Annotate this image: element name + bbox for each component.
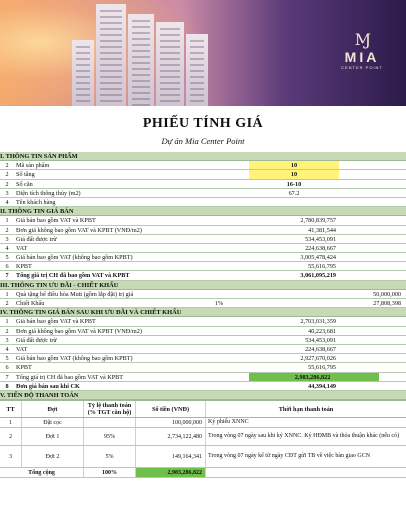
row-label: Số tầng <box>16 171 35 179</box>
row-value: 55,616,795 <box>308 263 336 271</box>
payment-tt: 3 <box>0 446 22 467</box>
row-number: 2 <box>5 171 9 179</box>
row-value: 534,453,091 <box>305 235 336 243</box>
row-label: Chiết Khấu <box>16 300 45 307</box>
logo-sub: CENTER POINT <box>341 65 383 70</box>
row-number: 7 <box>5 272 9 280</box>
row-value: 40,223,681 <box>308 327 336 335</box>
sheet-row <box>0 327 406 336</box>
sheet-row <box>0 336 406 345</box>
row-value: 27,808,398 <box>373 300 401 307</box>
row-label: Quà tặng bể điều hòa Mutt (gồm lắp đặt) trị giá <box>16 290 134 298</box>
row-label: VAT <box>16 244 28 252</box>
section-title: IV. THÔNG TIN GIÁ BÁN SAU KHI ƯU ĐÃI VÀ CHIẾT KHẤU <box>0 309 182 317</box>
row-number: 6 <box>5 364 9 372</box>
row-label: KPBT <box>16 263 32 271</box>
row-label: Giá đất được trừ <box>16 235 57 243</box>
row-filler <box>339 244 406 252</box>
row-value: 2,780,839,757 <box>300 217 336 225</box>
sheet-row <box>0 170 406 179</box>
row-filler <box>339 161 406 169</box>
building-tower <box>156 22 184 106</box>
sheet-row <box>0 244 406 253</box>
row-filler <box>339 180 406 188</box>
row-value: 3,061,095,219 <box>300 272 336 280</box>
payment-term: Ký phiếu XNNC <box>208 418 249 425</box>
row-number: 2 <box>5 327 9 335</box>
row-value: 16-10 <box>286 180 302 188</box>
total-filler <box>206 468 406 477</box>
payment-term: Trong vòng 07 ngày kể từ ngày CĐT gửi TB về việc bàn giao GCN <box>208 452 371 459</box>
row-label: Tổng giá trị CH đã bao gồm VAT và KPBT <box>16 272 130 280</box>
row-value: 534,453,091 <box>305 336 336 344</box>
payment-row <box>0 428 406 446</box>
row-filler <box>339 262 406 270</box>
total-pct: 100% <box>84 468 136 477</box>
row-value: 224,638,667 <box>305 244 336 252</box>
row-label: Diện tích thông thủy (m2) <box>16 189 81 197</box>
total-amount: 2,983,286,822 <box>136 468 206 477</box>
sheet-row <box>0 299 406 308</box>
logo-name: MIA <box>344 49 380 65</box>
row-percent <box>189 290 249 298</box>
row-value: 55,616,795 <box>308 364 336 372</box>
row-label: Đơn giá bán sau khi CK <box>16 382 80 390</box>
row-number: 2 <box>5 180 9 188</box>
row-filler <box>339 226 406 234</box>
row-number: 8 <box>5 382 9 390</box>
payment-pct: 5% <box>84 446 136 467</box>
payment-dot: Đợt 1 <box>22 428 84 445</box>
sheet-row <box>0 271 406 280</box>
row-value: 10 <box>249 170 339 178</box>
price-sheet <box>0 152 406 391</box>
section-title: II. THÔNG TIN GIÁ BÁN <box>0 208 74 216</box>
section-heading <box>0 391 406 400</box>
row-number: 6 <box>5 263 9 271</box>
row-label: Tên khách hàng <box>16 198 56 206</box>
building-tower <box>96 4 126 106</box>
building-tower <box>72 40 94 106</box>
page-subtitle: Dự án Mia Center Point <box>161 136 245 146</box>
payment-schedule <box>0 391 406 478</box>
row-value: 2,983,286,822 <box>249 373 379 381</box>
payment-row <box>0 446 406 468</box>
row-number: 2 <box>5 226 9 234</box>
sheet-row <box>0 189 406 198</box>
payment-tt: 2 <box>0 428 22 445</box>
sheet-row <box>0 290 406 299</box>
row-number: 3 <box>5 235 9 243</box>
row-filler <box>339 235 406 243</box>
payment-col-header: Số tiền (VNĐ) <box>136 401 206 417</box>
payment-amount: 149,164,341 <box>136 446 206 467</box>
payment-amount: 100,000,000 <box>136 418 206 427</box>
row-label: KPBT <box>16 364 32 372</box>
sheet-row <box>0 198 406 207</box>
row-filler <box>339 216 406 224</box>
row-number: 5 <box>5 254 9 262</box>
payment-col-header: Đợt <box>22 401 84 417</box>
row-label: Đơn giá không bao gồm VAT và KPBT (VNĐ/m2) <box>16 327 142 335</box>
row-value: 3,005,478,424 <box>300 254 336 262</box>
row-label: Tổng giá trị CH đã bao gồm VAT và KPBT <box>16 373 124 381</box>
sheet-row <box>0 345 406 354</box>
row-label: Giá bán bao gồm VAT (không bao gồm KPBT) <box>16 254 133 262</box>
section-heading <box>0 308 406 317</box>
building-tower <box>128 14 154 106</box>
row-number: 3 <box>5 189 9 197</box>
row-label: Số căn <box>16 180 33 188</box>
payment-dot: Đặt cọc <box>22 418 84 427</box>
row-filler <box>339 170 406 178</box>
payment-total-row <box>0 468 406 478</box>
building-tower <box>186 34 208 106</box>
sheet-row <box>0 354 406 363</box>
sheet-row <box>0 262 406 271</box>
payment-row <box>0 418 406 428</box>
row-value: 44,394,149 <box>308 382 336 390</box>
row-number: 4 <box>5 244 9 252</box>
sheet-row <box>0 180 406 189</box>
row-value: 2,703,031,359 <box>300 318 336 326</box>
row-label: Mã sản phẩm <box>16 162 50 170</box>
payment-term: Trong vòng 07 ngày sau khi ký XNNC. Ký HĐMB và thỏa thuận khác (nếu có) <box>208 432 400 439</box>
row-filler <box>339 382 406 390</box>
section-heading <box>0 207 406 216</box>
logo-mark: Ɱ <box>354 30 370 49</box>
row-value: 2,927,670,026 <box>300 355 336 363</box>
row-value: 10 <box>249 161 339 169</box>
row-value: 41,381,544 <box>308 226 336 234</box>
row-number: 4 <box>5 345 9 353</box>
row-label: Giá bán bao gồm VAT (không bao gồm KPBT) <box>16 355 133 363</box>
hero-banner <box>0 0 406 106</box>
row-filler <box>339 317 406 325</box>
row-value: 67.2 <box>288 189 300 197</box>
mia-logo <box>332 30 392 90</box>
row-number: 1 <box>5 290 9 298</box>
page-title: PHIẾU TÍNH GIÁ <box>142 116 264 131</box>
row-label: Đơn giá không bao gồm VAT và KPBT (VNĐ/m2) <box>16 226 142 234</box>
row-filler <box>339 363 406 371</box>
row-filler <box>339 271 406 279</box>
row-label: Giá bán bao gồm VAT và KPBT <box>16 318 96 326</box>
row-filler <box>339 336 406 344</box>
sheet-row <box>0 226 406 235</box>
payment-col-header: Tỷ lệ thanh toán (% TGT căn hộ) <box>84 401 136 417</box>
payment-pct <box>84 418 136 427</box>
row-value <box>249 198 339 206</box>
payment-col-header: Thời hạn thanh toán <box>278 405 334 413</box>
sheet-row <box>0 373 406 382</box>
section-title: V. TIẾN ĐỘ THANH TOÁN <box>0 392 79 399</box>
row-label: Giá bán bao gồm VAT và KPBT <box>16 217 96 225</box>
row-filler <box>339 354 406 362</box>
total-label: Tổng cộng <box>0 468 84 477</box>
row-filler <box>339 189 406 197</box>
sheet-row <box>0 235 406 244</box>
row-value: 50,000,000 <box>373 290 401 298</box>
row-number: 2 <box>5 162 9 170</box>
sheet-row <box>0 161 406 170</box>
payment-amount: 2,734,122,480 <box>136 428 206 445</box>
row-number: 5 <box>5 355 9 363</box>
section-title: III. THÔNG TIN ƯU ĐÃI - CHIẾT KHẤU <box>0 281 119 289</box>
row-value: 224,638,667 <box>305 345 336 353</box>
payment-dot: Đợt 2 <box>22 446 84 467</box>
sheet-row <box>0 317 406 326</box>
section-heading <box>0 281 406 290</box>
row-number: 1 <box>5 217 9 225</box>
sheet-row <box>0 216 406 225</box>
sheet-row <box>0 382 406 391</box>
row-number: 1 <box>5 318 9 326</box>
payment-header <box>0 400 406 418</box>
sheet-row <box>0 363 406 372</box>
row-filler <box>339 327 406 335</box>
payment-col-header: TT <box>0 401 22 417</box>
section-heading <box>0 152 406 161</box>
row-number: 4 <box>5 198 9 206</box>
payment-pct: 95% <box>84 428 136 445</box>
row-label: Giá đất được trừ <box>16 336 57 344</box>
row-number: 2 <box>5 300 9 307</box>
row-filler <box>339 345 406 353</box>
row-label: VAT <box>16 345 28 353</box>
payment-tt: 1 <box>0 418 22 427</box>
row-filler <box>339 198 406 206</box>
row-number: 3 <box>5 336 9 344</box>
row-number: 7 <box>5 373 9 381</box>
sheet-row <box>0 253 406 262</box>
row-percent: 1% <box>214 300 224 307</box>
section-title: I. THÔNG TIN SẢN PHẨM <box>0 153 78 160</box>
row-filler <box>339 253 406 261</box>
